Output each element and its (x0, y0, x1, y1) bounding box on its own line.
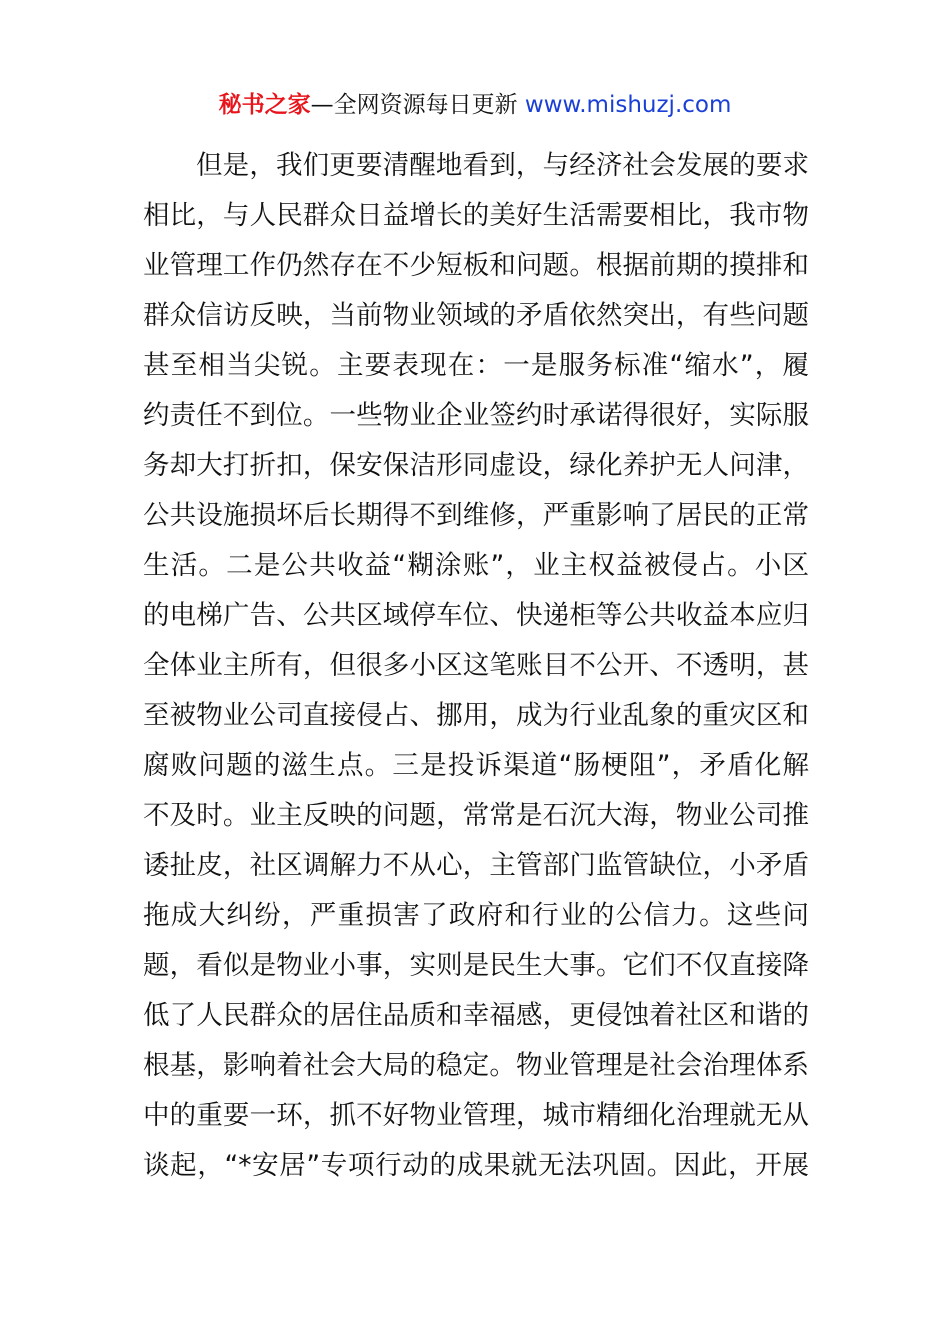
body-line: 中的重要一环，抓不好物业管理，城市精细化治理就无从 (143, 1100, 809, 1131)
body-line: 全体业主所有，但很多小区这笔账目不公开、不透明，甚 (143, 650, 809, 681)
body-line: 业管理工作仍然存在不少短板和问题。根据前期的摸排和 (143, 250, 809, 281)
body-line: 低了人民群众的居住品质和幸福感，更侵蚀着社区和谐的 (143, 1000, 809, 1031)
site-url: www.mishuzj.com (524, 92, 732, 118)
body-line: 诿扯皮，社区调解力不从心，主管部门监管缺位，小矛盾 (143, 850, 809, 881)
body-line: 的电梯广告、公共区域停车位、快递柜等公共收益本应归 (143, 600, 809, 631)
body-line: 约责任不到位。一些物业企业签约时承诺得很好，实际服 (143, 400, 809, 431)
body-line: 题，看似是物业小事，实则是民生大事。它们不仅直接降 (143, 950, 809, 981)
body-line: 务却大打折扣，保安保洁形同虚设，绿化养护无人问津， (143, 450, 809, 481)
body-line: 甚至相当尖锐。主要表现在：一是服务标准“缩水”，履 (143, 350, 809, 381)
body-line: 公共设施损坏后长期得不到维修，严重影响了居民的正常 (143, 500, 809, 531)
header-slogan: —全网资源每日更新 (310, 92, 525, 118)
document-body (143, 141, 809, 1191)
page-header (0, 88, 950, 122)
body-line: 不及时。业主反映的问题，常常是石沉大海，物业公司推 (143, 800, 809, 831)
brand-name: 秘书之家 (218, 92, 311, 118)
body-line: 根基，影响着社会大局的稳定。物业管理是社会治理体系 (143, 1050, 809, 1081)
body-line: 相比，与人民群众日益增长的美好生活需要相比，我市物 (143, 200, 809, 231)
body-line: 拖成大纠纷，严重损害了政府和行业的公信力。这些问 (143, 900, 809, 931)
body-line: 生活。二是公共收益“糊涂账”，业主权益被侵占。小区 (143, 550, 809, 581)
body-line: 谈起，“*安居”专项行动的成果就无法巩固。因此，开展 (143, 1150, 809, 1181)
body-line: 群众信访反映，当前物业领域的矛盾依然突出，有些问题 (143, 300, 809, 331)
body-line: 但是，我们更要清醒地看到，与经济社会发展的要求 (196, 150, 809, 181)
body-line: 至被物业公司直接侵占、挪用，成为行业乱象的重灾区和 (143, 700, 809, 731)
body-line: 腐败问题的滋生点。三是投诉渠道“肠梗阻”，矛盾化解 (143, 750, 809, 781)
